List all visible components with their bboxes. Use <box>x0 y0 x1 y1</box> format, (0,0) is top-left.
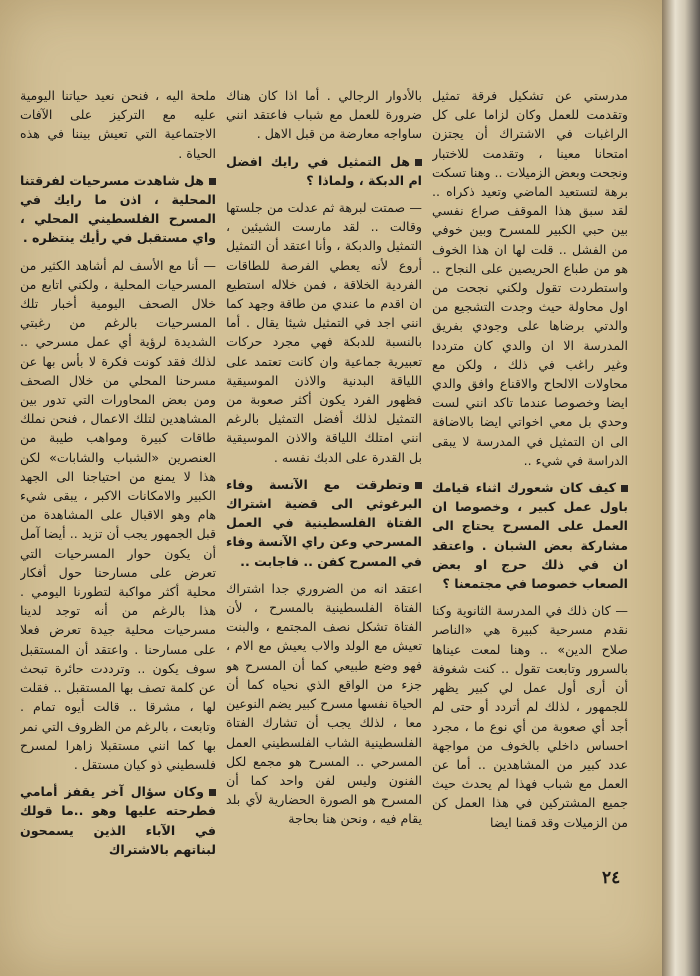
square-bullet-icon <box>209 789 216 796</box>
square-bullet-icon <box>209 178 216 185</box>
interview-question <box>20 171 216 248</box>
square-bullet-icon <box>415 482 422 489</box>
text-column-right <box>432 86 628 876</box>
paragraph: — صمتت لبرهة ثم عدلت من جلستها وقالت .. لقد مارست الشيئين ، التمثيل والدبكة ، وأنا اعتقد أن التمثيل أروع لأنه يعطي الفرصة للطاقات الفردية الخلاقة ، فمن خلاله استطيع ان اقدم ما عندي من طاقة وجهد كما انني اجد في التمثيل شيئا يقال . أما بالنسبة للدبكة فهي مجرد حركات تعبيرية جماعية وان كانت تعتمد على اللياقة البدنية والاذن الموسيقية فظهور الفرد يكون أكثر صعوبة من التمثيل لذلك أفضل التمثيل بالرغم انني امتلك اللياقة والاذن الموسيقية بل القدرة على الدبك نفسه . <box>226 200 422 465</box>
interview-question <box>432 478 628 593</box>
text-column-middle <box>226 86 422 876</box>
page-fold-edge <box>662 0 700 976</box>
paragraph: — أنا مع الأسف لم أشاهد الكثير من المسرحيات المحلية ، ولكني اتابع من خلال الصحف اليومية أخبار تلك المسرحيات بالرغم من رغبتي الشديدة لرؤية أي عمل مسرحي .. لذلك فقد كونت فكرة لا بأس بها عن مسرحنا المحلي من خلال الصحف ومن بعض المحاورات التي تدور بين المشاهدين لتلك الاعمال ، فنحن نملك طاقات كبيرة ومواهب طيبة من العنصرين «الشباب والشابات» لكن هذا لا يمنع من احتياجنا الى الجهد الكبير والامكانات الاكبر ، يبقى شيء هام وهو الاقبال على المشاهدة من قبل الجمهور يجب أن تزيد .. أيضا آمل أن يكون حوار المسرحيات التي تعرض على مسارحنا حول أفكار محلية أكثر مواكبة لتطورنا اليومي . هذا بالرغم من أنه توجد لدينا مسرحيات محلية جيدة تعرض فعلا على مسارحنا . واعتقد أن المستقبل سوف يكون .. وترددت حائرة تبحث عن كلمة تصف بها المستقبل .. فقلت لها ، مشرقا .. قالت أيوه تمام . وتابعت ، بالرغم من الظروف التي نمر بها كما انني مستقبلا زاهرا لمسرح فلسطيني ذو كيان مستقل . <box>20 257 216 772</box>
paragraph: اعتقد انه من الضروري جدا اشتراك الفتاة الفلسطينية بالمسرح ، لأن الفتاة تشكل نصف المجتمع ، والبنت تعيش مع الولد والاب يعيش مع الام ، فهو وضع طبيعي كما أن المسرح هو جزء من الواقع الذي نحياه كما أن الحياة نفسها مسرح كبير يضم النوعين معا ، لذلك يجب أن تشارك الفتاة الفلسطينية الشاب الفلسطيني العمل المسرحي .. المسرح هو مجمع لكل الفنون وليس لفن واحد كما أن المسرح هو الصورة الحضارية لأي بلد يقام فيه ، ونحن هنا بحاجة <box>226 580 422 827</box>
paragraph: ملحة اليه ، فنحن نعيد حياتنا اليومية عليه مع التركيز على الآفات الاجتماعية التي تعيش بيننا في هذه الحياة . <box>20 88 216 161</box>
square-bullet-icon <box>621 485 628 492</box>
interview-question <box>226 475 422 571</box>
paragraph: — كان ذلك في المدرسة الثانوية وكنا نقدم مسرحية كبيرة هي «الناصر صلاح الدين» .. وهنا لمعت عيناها بالسرور وتابعت تقول .. كنت شغوفة أن أرى أول عمل لي كبير يظهر للجمهور ، لذلك لم أتردد أو حتى لم أجد أي صعوبة من أي نوع ما ، مجرد احساس داخلي بالخوف من مواجهة عدد كبير من المشاهدين .. أما عن العمل مع شباب فهذا لم يحدث حيث جميع المشتركين في هذا العمل كن من الزميلات وقد قمنا ايضا <box>432 603 628 830</box>
question-text: كيف كان شعورك اثناء قيامك باول عمل كبير ، وخصوصا ان العمل على المسرح يحتاج الى مشاركة بعض الشبان . واعتقد ان في ذلك حرج او بعض الصعاب خصوصا في مجتمعنا ؟ <box>432 480 628 592</box>
interview-question <box>20 782 216 859</box>
text-column-left <box>20 86 216 876</box>
interview-question <box>226 152 422 190</box>
question-text: هل شاهدت مسرحيات لفرقتنا المحلية ، اذن ما رايك في المسرح الفلسطيني المحلي ، واي مستقبل في رأيك ينتظره . <box>20 172 216 246</box>
paragraph: مدرستي عن تشكيل فرقة تمثيل وتقدمت للعمل وكان لزاما على كل الراغبات في الاشتراك أن يجتزن امتحانا معينا ، وتقدمت للاختبار ونجحت وبعض الزميلات .. وهنا تسكت برهة لتستعيد الماضي وتعيد ذكراه .. لقد سبق هذا الموقف صراع نفسي بين حبي الكبير للمسرح وبين خوفي من الفشل .. قلت لها ان هذا الخوف هو من طباع الحريصين على النجاح .. واستطردت تقول ولكني نجحت من اول محاولة حيث وجدت التشجيع من والدتي برضاها على وجودي بفريق المدرسة الا ان والدي كان مترددا وغير راغب في ذلك ، ولكن مع محاولات الالحاح والاقناع وافق والدي ايضا وخصوصا عندما تاكد انني لست وحدي بل معي اخواتي ايضا بالاضافة الى ان التمثيل في المدرسة لا يبقى الدراسة في شيء .. <box>432 88 628 468</box>
question-text: هل التمثيل في رايك افضل ام الدبكة ، ولماذا ؟ <box>226 153 422 188</box>
question-text: وتطرقت مع الآنسة وفاء البرغوثي الى قضية اشتراك الفتاة الفلسطينية في العمل المسرحي وعن راي الآنسة وفاء في المسرح كفن .. فاجابت .. <box>226 476 422 569</box>
square-bullet-icon <box>415 159 422 166</box>
page-number: ٢٤ <box>602 868 621 888</box>
paragraph: بالأدوار الرجالي . أما اذا كان هناك ضرورة للعمل مع شباب فاعتقد انني ساواجه معارضة من قبل الاهل . <box>226 88 422 142</box>
question-text: وكان سؤال آخر يقفز أمامي فطرحته عليها وهو ..ما قولك في الآباء الذين يسمحون لبناتهم بالاشتراك <box>20 784 216 857</box>
